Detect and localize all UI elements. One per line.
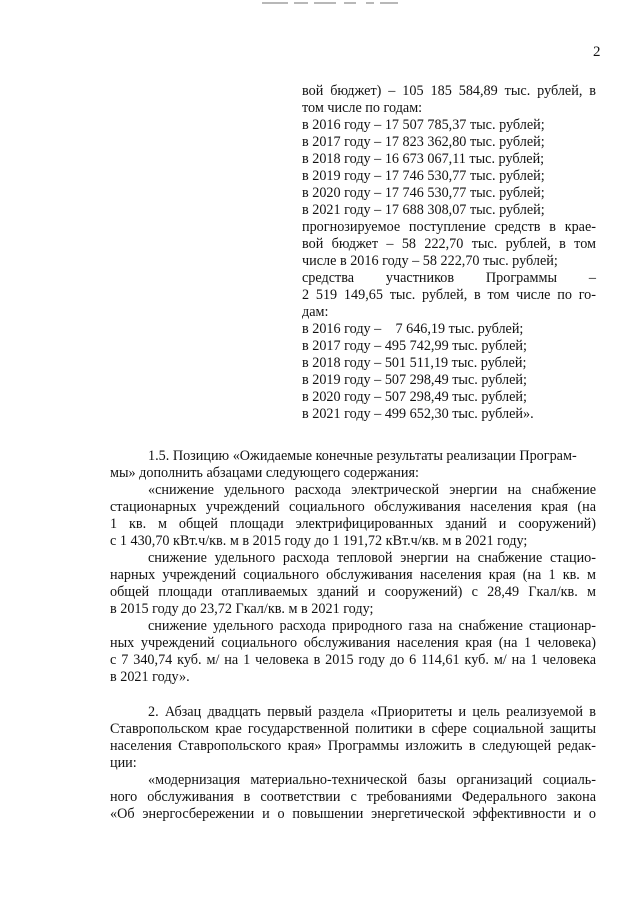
- paragraph-line: Ставропольском крае государственной политики в сфере социальной защиты: [110, 721, 596, 737]
- budget-line: в 2017 году – 17 823 362,80 тыс. рублей;: [302, 134, 545, 150]
- paragraph-line: мы» дополнить абзацами следующего содержания:: [110, 465, 419, 481]
- budget-line: в 2017 году – 495 742,99 тыс. рублей;: [302, 338, 527, 354]
- budget-line: в 2019 году – 17 746 530,77 тыс. рублей;: [302, 168, 545, 184]
- budget-line: числе в 2016 году – 58 222,70 тыс. рублей;: [302, 253, 558, 269]
- paragraph-line: «модернизация материально-технической базы организаций социаль-: [148, 772, 596, 788]
- paragraph-line: населения Ставропольского края» Программы изложить в следующей редак-: [110, 738, 596, 754]
- paragraph-line: снижение удельного расхода тепловой энергии на снабжение стацио-: [148, 550, 596, 566]
- paragraph-line: ного обслуживания в соответствии с требованиями Федерального закона: [110, 789, 596, 805]
- budget-line: том числе по годам:: [302, 100, 423, 116]
- budget-line: вой бюджет) – 105 185 584,89 тыс. рублей, в: [302, 83, 596, 99]
- page-number: 2: [593, 44, 601, 60]
- paragraph-line: снижение удельного расхода природного газа на снабжение стационар-: [148, 618, 596, 634]
- paragraph-line: «Об энергосбережении и о повышении энергетической эффективности и о: [110, 806, 596, 822]
- budget-line: в 2016 году – 17 507 785,37 тыс. рублей;: [302, 117, 545, 133]
- paragraph-line: «снижение удельного расхода электрической энергии на снабжение: [148, 482, 596, 498]
- budget-line: средства участников Программы –: [302, 270, 596, 286]
- paragraph-line: ных учреждений социального обслуживания населения края (на 1 человека): [110, 635, 596, 651]
- budget-line: прогнозируемое поступление средств в крае-: [302, 219, 596, 235]
- budget-line: в 2020 году – 17 746 530,77 тыс. рублей;: [302, 185, 545, 201]
- budget-line: дам:: [302, 304, 329, 320]
- budget-line: в 2016 году – 7 646,19 тыс. рублей;: [302, 321, 524, 337]
- budget-line: в 2020 году – 507 298,49 тыс. рублей;: [302, 389, 527, 405]
- budget-block: [302, 83, 596, 423]
- budget-line: в 2021 году – 499 652,30 тыс. рублей».: [302, 406, 534, 422]
- paragraph-line: 1 кв. м общей площади электрифицированных зданий и сооружений): [110, 516, 596, 532]
- paragraph-line: стационарных учреждений социального обслуживания населения края (на: [110, 499, 596, 515]
- paragraph-line: с 7 340,74 куб. м/ на 1 человека в 2015 году до 6 114,61 куб. м/ на 1 человека: [110, 652, 596, 668]
- budget-line: вой бюджет – 58 222,70 тыс. рублей, в том: [302, 236, 596, 252]
- section-1-5-heading: 1.5. Позицию «Ожидаемые конечные результаты реализации Програм-: [148, 448, 577, 464]
- paragraph-line: нарных учреждений социального обслуживания населения края (на 1 кв. м: [110, 567, 596, 583]
- budget-line: в 2018 году – 16 673 067,11 тыс. рублей;: [302, 151, 545, 167]
- budget-line: в 2018 году – 501 511,19 тыс. рублей;: [302, 355, 527, 371]
- paragraph-line: с 1 430,70 кВт.ч/кв. м в 2015 году до 1 191,72 кВт.ч/кв. м в 2021 году;: [110, 533, 528, 549]
- budget-line: в 2021 году – 17 688 308,07 тыс. рублей;: [302, 202, 545, 218]
- section-2-heading: 2. Абзац двадцать первый раздела «Приоритеты и цель реализуемой в: [148, 704, 596, 720]
- scan-artifact: [262, 2, 398, 5]
- paragraph-line: в 2021 году».: [110, 669, 190, 685]
- budget-line: в 2019 году – 507 298,49 тыс. рублей;: [302, 372, 527, 388]
- paragraph-line: общей площади отапливаемых зданий и сооружений) с 28,49 Гкал/кв. м: [110, 584, 596, 600]
- paragraph-line: в 2015 году до 23,72 Гкал/кв. м в 2021 году;: [110, 601, 374, 617]
- paragraph-line: ции:: [110, 755, 137, 771]
- budget-line: 2 519 149,65 тыс. рублей, в том числе по го-: [302, 287, 596, 303]
